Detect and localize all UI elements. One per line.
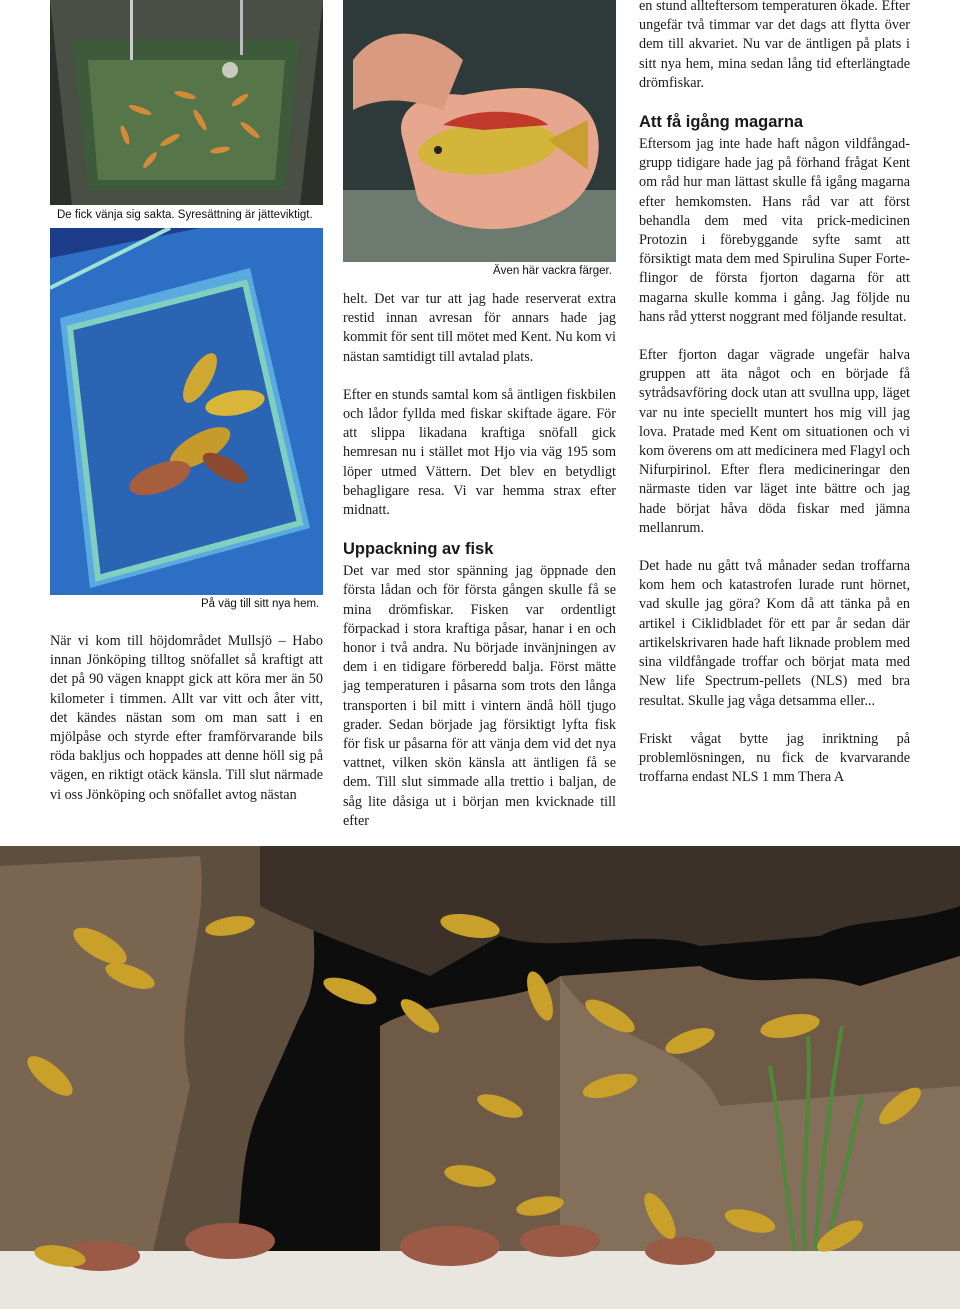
column-1-paragraph: När vi kom till höjdområdet Mullsjö – Habo innan Jönköping tilltog snöfallet så kraftigt att det på 90 vägen knappt gick att köra mer än 50 kilometer i timmen. Allt var vitt och åter vitt, det kändes nästan som om man satt i en mjölpåse och styrde efter framförvarande bils röda bakljus och hoppades att denne höll sig på vägen, en riktigt otäck känsla. Till slut närmade vi oss Jönköping och snöfallet avtog nästan <box>50 633 323 803</box>
caption-fish-tub: De fick vänja sig sakta. Syresättning är jätteviktigt. <box>57 209 313 221</box>
column-2-paragraph-1: helt. Det var tur att jag hade reserverat extra restid innan avresan för annars hade jag kommit för sent till mötet med Kent. Nu kom vi nästan samtidigt till avtalad plats. <box>343 291 616 365</box>
photo-fish-tub <box>50 0 323 205</box>
column-3-paragraph-4: Friskt vågat bytte jag inriktning på problemlösningen, nu fick de kvarvarande troffarna endast NLS 1 mm Thera A <box>639 730 910 786</box>
column-3-text <box>639 0 910 787</box>
column-3-paragraph-1: Eftersom jag inte hade haft någon vildfångad-grupp tidigare hade jag på förhand frågat Kent om råd hur man lättast skulle få igång magarna efter hemkomsten. Hans råd var att först behandla dem med vita prick-medicinen Protozin i förebyggande syfte samt att försiktigt mata dem med Spirulina Super Forte-flingor de första fjorton dagarna för att magarna skulle komma i gång. Jag följde nu hans råd ytterst noggrant med följande resultat. <box>639 136 910 325</box>
caption-fish-net: På väg till sitt nya hem. <box>201 598 320 610</box>
column-2-text <box>343 290 616 831</box>
column-2-paragraph-2: Efter en stunds samtal kom så äntligen fiskbilen och lådor fyllda med fiskar skiftade ägare. För att slippa likadana kraftiga snöfall gick hemresan nu i stället mot Hjo via väg 195 som löper utmed Vättern. Det blev en betydligt behagligare resa. Vi var hemma strax efter midnatt. <box>343 386 616 519</box>
column-3-paragraph-2: Efter fjorton dagar vägrade ungefär halva gruppen att äta något och en började få sytrådsavföring dock utan att svullna upp, läget var nu inte speciellt muntert hos mig vill jag lova. Pratade med Kent om situationen och vi kom överens om att medicinera med Flagyl och Nifurpirinol. Efter flera medicineringar den närmaste tiden var läget inte bättre och jag hade börjat håva döda fiskar med jämna mellanrum. <box>639 347 910 536</box>
photo-fish-net <box>50 228 323 595</box>
section-heading-magarna: Att få igång magarna <box>639 113 804 132</box>
caption-fish-in-hand: Även här vackra färger. <box>493 265 612 277</box>
column-2-section-paragraph: Det var med stor spänning jag öppnade den första lådan och för första gången skulle få se mina drömfiskar. Fisken var ordentligt förpackad i stora kraftiga påsar, hanar i en och honor i två andra. Nu började invänjningen av dem i en tidigare förberedd balja. Först mätte jag temperaturen i påsarna som trots den långa transporten i bil mitt i vintern ändå höll tjugo grader. Sedan började jag försiktigt lyfta fisk för fisk ur påsarna för att vänja dem vid det nya vattnet, vilken skön känsla att äntligen få se dem. Till slut simmade alla trettio i baljan, de såg lite dåsiga ut i början men kvicknade till efter <box>343 563 616 829</box>
column-3-paragraph-3: Det hade nu gått två månader sedan troffarna kom hem och katastrofen lurade runt hörnet, vad skulle jag göra? Kom då att tänka på en artikel i Ciklidbladet för ett par år sedan där artikelskrivaren hade haft liknade problem med sina vildfångade troffar och börjat mata med New life Spectrum-pellets (NLS) med bra resultat. Skulle jag våga detsamma eller... <box>639 558 910 709</box>
photo-fish-in-hand <box>343 0 616 262</box>
photo-aquarium <box>0 846 960 1309</box>
column-3-intro: en stund allteftersom temperaturen ökade. Efter ungefär två timmar var det dags att flytta över dem till akvariet. Nu var de äntligen på plats i sitt nya hem, mina sedan lång tid efterlängtade drömfiskar. <box>639 0 910 91</box>
column-1-text <box>50 632 323 805</box>
section-heading-uppackning: Uppackning av fisk <box>343 540 494 559</box>
